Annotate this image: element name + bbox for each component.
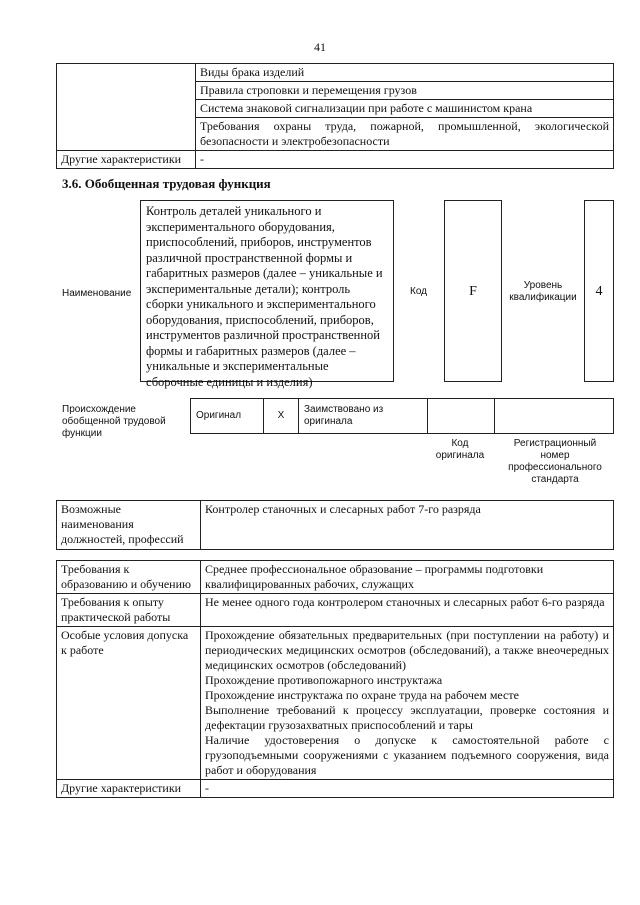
admission-line: Наличие удостоверения о допуске к самостоятельной работе с грузоподъемными сооружениями с указанием подъемного сооружения, вида работ и оборудования (205, 733, 609, 777)
empty-label-cell (57, 64, 196, 151)
knowledge-table (56, 63, 614, 169)
origin-label: Происхождение обобщенной трудовой функции (62, 404, 166, 439)
admission-line: Прохождение обязательных предварительных (при поступлении на работу) и периодических медицинских осмотров (обследований), а также внеочередных медицинских осмотров (обследований) (205, 628, 609, 672)
positions-value: Контролер станочных и слесарных работ 7-го разряда (201, 501, 614, 550)
section-heading: 3.6. Обобщенная трудовая функция (62, 176, 271, 191)
positions-label: Возможные наименования должностей, профессий (57, 501, 201, 550)
knowledge-item: Виды брака изделий (196, 64, 614, 82)
experience-label: Требования к опыту практической работы (57, 594, 201, 627)
admission-line: Прохождение инструктажа по охране труда на рабочем месте (205, 688, 519, 702)
borrowed-label: Заимствовано из оригинала (299, 399, 428, 434)
education-label: Требования к образованию и обучению (57, 561, 201, 594)
experience-value: Не менее одного года контролером станочных и слесарных работ 6-го разряда (201, 594, 614, 627)
reg-number-label: Регистрационный номер профессионального стандарта (508, 438, 602, 485)
education-value: Среднее профессиональное образование – программы подготовки квалифицированных рабочих, служащих (201, 561, 614, 594)
admission-value (201, 627, 614, 780)
code-label: Код (410, 286, 428, 297)
knowledge-item: Требования охраны труда, пожарной, промышленной, экологической безопасности и электробезопасности (196, 118, 614, 151)
original-mark: X (264, 399, 299, 434)
original-label: Оригинал (191, 399, 264, 434)
other-characteristics-value: - (196, 151, 614, 169)
code-original-cell (428, 399, 495, 434)
knowledge-item: Система знаковой сигнализации при работе с машинистом крана (196, 100, 614, 118)
positions-table (56, 500, 614, 550)
admission-label: Особые условия допуска к работе (57, 627, 201, 780)
admission-line: Выполнение требований к процессу эксплуатации, проверке состояния и дефектации грузозахватных приспособлений и тары (205, 703, 609, 732)
code-original-label: Код оригинала (435, 438, 485, 461)
other-characteristics-label: Другие характеристики (57, 151, 196, 169)
name-label: Наименование (62, 288, 132, 299)
reg-number-cell (495, 399, 614, 434)
other-label: Другие характеристики (57, 780, 201, 798)
origin-table (190, 398, 614, 434)
admission-line: Прохождение противопожарного инструктажа (205, 673, 443, 687)
level-label: Уровень квалификации (509, 280, 577, 303)
page-number: 41 (314, 40, 326, 54)
qualification-level-box: 4 (584, 200, 614, 382)
function-name-box: Контроль деталей уникального и экспериментального оборудования, приспособлений, приборов, инструментов различной пространственной формы и габаритных размеров (далее – уникальные и экспериментальные детали); контроль сборки уникального и экспериментального оборудования, приспособлений, приборов, инструментов различной пространственной формы и габаритных размеров (далее – уникальные и экспериментальные сборочные единицы и изделия) (140, 200, 394, 382)
knowledge-item: Правила строповки и перемещения грузов (196, 82, 614, 100)
other-value: - (201, 780, 614, 798)
function-code-box: F (444, 200, 502, 382)
requirements-table (56, 560, 614, 798)
